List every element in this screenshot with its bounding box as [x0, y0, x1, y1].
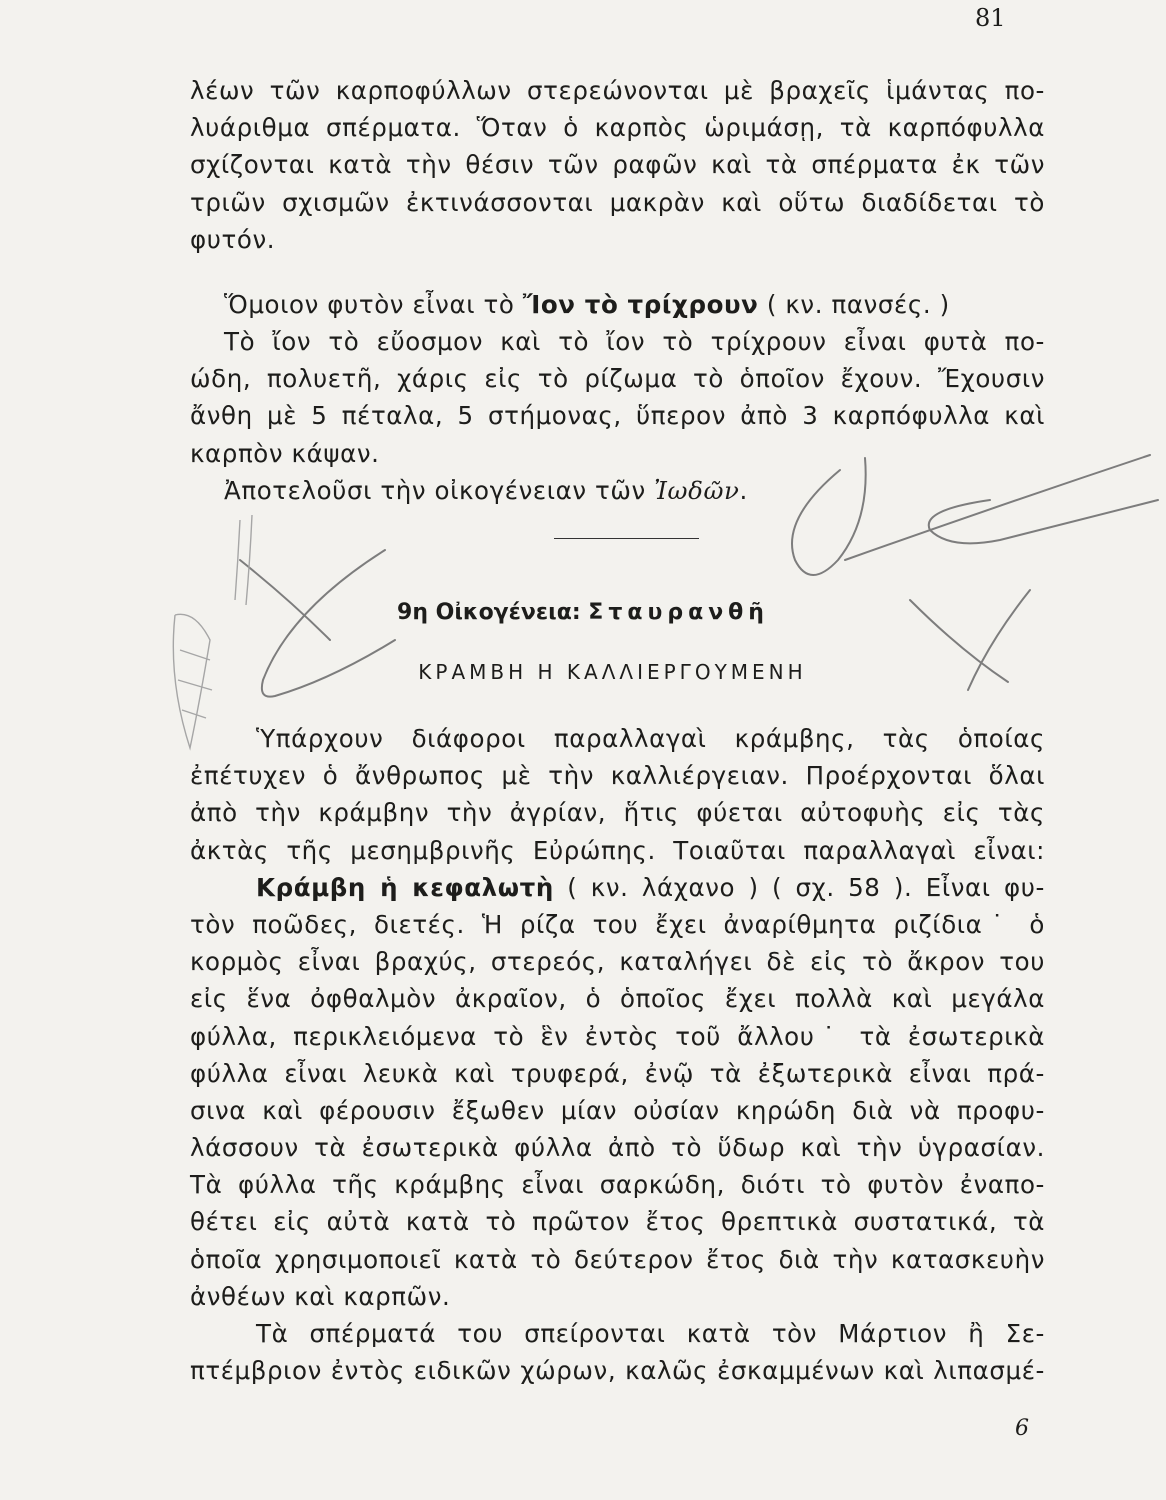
paragraph-similar-plant [190, 286, 1045, 323]
paragraph-fruit-opening [190, 72, 1045, 258]
text-line: ἀκτὰς τῆς μεσημβρινῆς Εὐρώπης. Τοιαῦται παραλλαγαὶ εἶναι: [190, 835, 1045, 865]
family-heading: 9η Οἰκογένεια: Σταυρανθῆ [397, 600, 769, 625]
text-line: φυτόν. [190, 224, 276, 254]
text-line: σχίζονται κατὰ τὴν θέσιν τῶν ραφῶν καὶ τὰ σπέρματα ἐκ τῶν [190, 150, 1045, 180]
text-line: πτέμβριον ἐντὸς ειδικῶν χώρων, καλῶς ἐσκαμμένων καὶ λιπασμέ- [190, 1356, 1045, 1386]
text-line: ώδη, πολυετῆ, χάρις εἰς τὸ ρίζωμα τὸ ὁποῖον ἔχουν. Ἔχουσιν [190, 364, 1045, 394]
sketch-stroke [235, 515, 252, 605]
paragraph-varieties [190, 720, 1045, 869]
family-name: Ἰωδῶν [654, 475, 740, 505]
text-line: ἐπέτυχεν ὁ ἄνθρωπος μὲ τὴν καλλιέργειαν. Προέρχονται ὅλαι [190, 761, 1045, 791]
text-line: ἀνθέων καὶ καρπῶν. [190, 1281, 451, 1311]
species-heading: ΚΡΑΜΒΗ Η ΚΑΛΛΙΕΡΓΟΥΜΕΝΗ [418, 660, 807, 684]
text-line: Κράμβη ἡ κεφαλωτὴ ( κν. λάχανο ) ( σχ. 58 ). Εἶναι φυ- [256, 872, 1045, 902]
text-line: τριῶν σχισμῶν ἐκτινάσσονται μακρὰν καὶ οὕτω διαδίδεται τὸ [190, 187, 1045, 217]
plant-name: Ἴον τὸ τρίχρουν [522, 290, 759, 319]
text-line: Ὑπάρχουν διάφοροι παραλλαγαὶ κράμβης, τὰς ὁποίας [256, 724, 1045, 753]
text-line: ὁποῖα χρησιμοποιεῖ κατὰ τὸ δεύτερον ἔτος διὰ τὴν κατασκευὴν [190, 1244, 1045, 1274]
text-line: ἄνθη μὲ 5 πέταλα, 5 στήμονας, ὕπερον ἀπὸ 3 καρπόφυλλα καὶ [190, 401, 1045, 431]
text-line: κορμὸς εἶναι βραχύς, στερεός, καταλήγει δὲ εἰς τὸ ἄκρον του [190, 947, 1045, 977]
text-line: Τὸ ἴον τὸ εὔοσμον καὶ τὸ ἴον τὸ τρίχρουν εἶναι φυτὰ πο- [224, 327, 1045, 356]
text-line: Ὅμοιον φυτὸν εἶναι τὸ Ἴον τὸ τρίχρουν ( κν. πανσές. ) [224, 290, 950, 319]
cabbage-term: Κράμβη ἡ κεφαλωτὴ [256, 872, 554, 902]
text-line: Ἀποτελοῦσι τὴν οἰκογένειαν τῶν Ἰωδῶν. [224, 475, 748, 505]
page-number: 81 [975, 4, 1006, 32]
text-line: Τὰ φύλλα τῆς κράμβης εἶναι σαρκώδη, διότι τὸ φυτὸν ἐναπο- [190, 1170, 1045, 1200]
text-line: λέων τῶν καρποφύλλων στερεώνονται μὲ βραχεῖς ἱμάντας πο- [190, 76, 1045, 105]
text-line: σινα καὶ φέρουσιν ἔξωθεν μίαν οὐσίαν κηρώδη διὰ νὰ προφυ- [190, 1095, 1045, 1125]
text-line: ἀπὸ τὴν κράμβην τὴν ἀγρίαν, ἥτις φύεται αὐτοφυὴς εἰς τὰς [190, 798, 1045, 828]
paragraph-seeds [190, 1315, 1045, 1389]
text-line: λυάριθμα σπέρματα. Ὅταν ὁ καρπὸς ὡριμάσῃ, τὰ καρπόφυλλα [190, 113, 1045, 143]
signature-mark: 6 [1015, 1416, 1029, 1441]
text-line: φύλλα, περικλειόμενα τὸ ἓν ἐντὸς τοῦ ἄλλου˙ τὰ ἐσωτερικὰ [190, 1021, 1045, 1051]
paragraph-headed-cabbage [190, 869, 1045, 1315]
text-line: εἰς ἕνα ὀφθαλμὸν ἀκραῖον, ὁ ὁποῖος ἔχει πολλὰ καὶ μεγάλα [190, 984, 1045, 1014]
text-line: τὸν ποῶδες, διετές. Ἡ ρίζα του ἔχει ἀναρίθμητα ριζίδια˙ ὁ [190, 909, 1045, 939]
paragraph-violets [190, 323, 1045, 509]
text-line: Τὰ σπέρματά του σπείρονται κατὰ τὸν Μάρτιον ἢ Σε- [256, 1319, 1045, 1348]
section-divider [554, 538, 699, 539]
text-line: λάσσουν τὰ ἐσωτερικὰ φύλλα ἀπὸ τὸ ὕδωρ καὶ τὴν ὑγρασίαν. [190, 1133, 1045, 1163]
text-line: καρπὸν κάψαν. [190, 438, 380, 468]
text-line: θέτει εἰς αὐτὰ κατὰ τὸ πρῶτον ἔτος θρεπτικὰ συστατικά, τὰ [190, 1207, 1045, 1237]
text-line: φύλλα εἶναι λευκὰ καὶ τρυφερά, ἐνῷ τὰ ἐξωτερικὰ εἶναι πρά- [190, 1058, 1045, 1088]
